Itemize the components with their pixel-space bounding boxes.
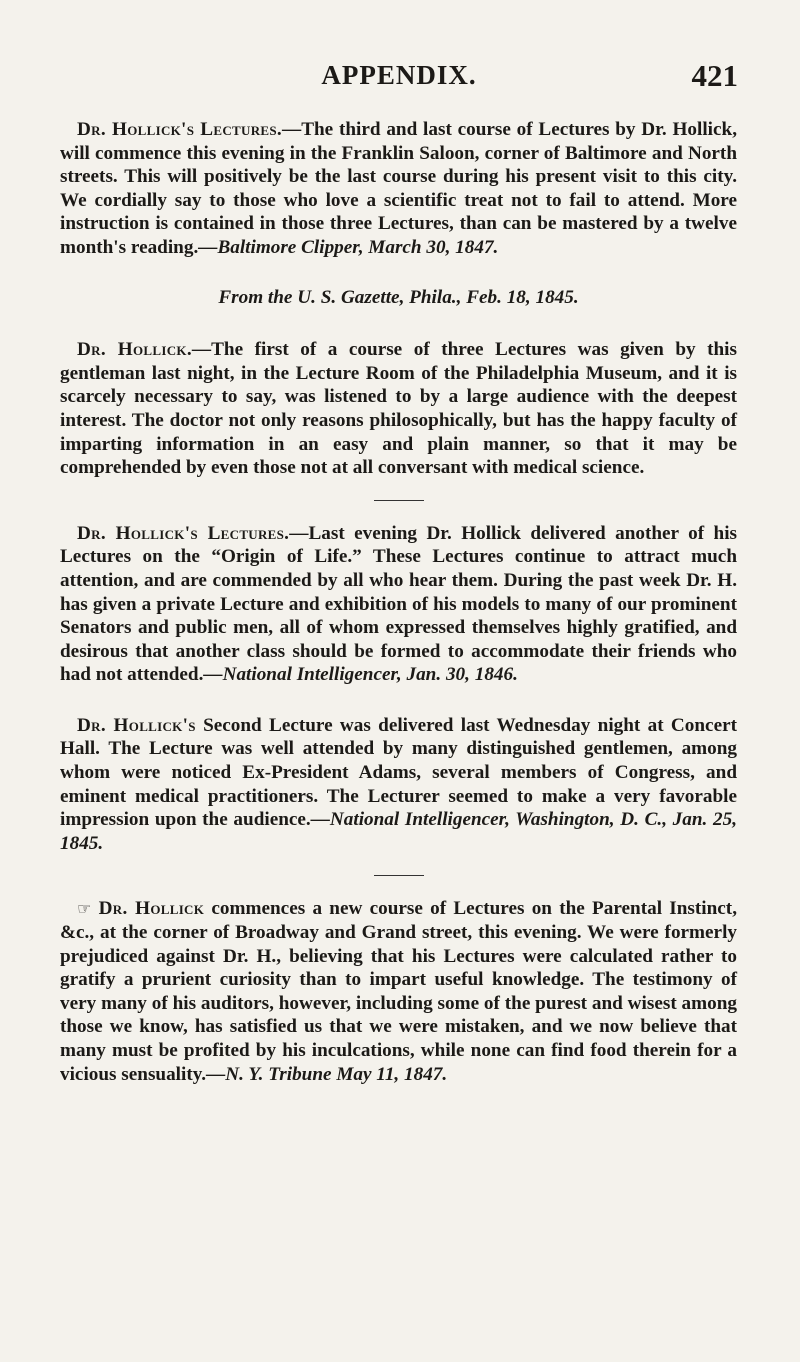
paragraph-gap xyxy=(60,687,737,714)
notice-baltimore-clipper xyxy=(60,118,737,260)
notice-national-intelligencer-1846 xyxy=(60,522,737,687)
notice-us-gazette xyxy=(60,338,737,480)
notice-lead: Dr. Hollick's Lectures. xyxy=(77,522,290,544)
notice-body: commences a new course of Lectures on the Parental Instinct, &c., at the corner of Broadway and Grand street, this evening. We were formerly prejudiced against Dr. H., believing that his Lectures were calculated rather to gratify a prurient curiosity than to impart useful knowledge. The testimony of very many of his auditors, however, including some of the purest and wisest among those we know, has satisfied us that we were mistaken, and we now believe that many must be profited by his inculcations, while none can find food therein for a vicious sensuality. xyxy=(60,898,737,1085)
pointing-hand-icon: ☞ xyxy=(77,899,92,919)
notice-source: —N. Y. Tribune May 11, 1847. xyxy=(206,1063,448,1085)
running-head: APPENDIX. xyxy=(321,60,477,90)
notice-source: —National Intelligencer, Washington, D. C., Jan. 25, 1845. xyxy=(60,809,737,854)
notice-source: —Baltimore Clipper, March 30, 1847. xyxy=(198,236,499,258)
notice-body: —The third and last course of Lectures by Dr. Hollick, will commence this evening in the Franklin Saloon, corner of Baltimore and North streets. This will positively be the last course during his present visit to this city. We cordially say to those who love a scientific treat not to fail to attend. More instruction is contained in those three Lectures, than can be mastered by a twelve month's reading. xyxy=(60,119,737,258)
separator-rule xyxy=(374,500,424,501)
page-number: 421 xyxy=(691,58,738,93)
notice-lead: Dr. Hollick's xyxy=(77,714,196,736)
notice-body: Second Lecture was delivered last Wednesday night at Concert Hall. The Lecture was well attended by many distinguished gentlemen, among whom were noticed Ex-President Adams, several members of Congress, and eminent medical practitioners. The Lecturer seemed to make a very favorable impression upon the audience. xyxy=(60,714,737,831)
notice-lead: Dr. Hollick. xyxy=(77,339,192,361)
notice-national-intelligencer-1845 xyxy=(60,714,737,856)
notice-ny-tribune xyxy=(60,897,737,1086)
page-content xyxy=(60,118,737,1086)
page-header xyxy=(60,58,738,98)
notice-body: —Last evening Dr. Hollick delivered another of his Lectures on the “Origin of Life.” These Lectures continue to attract much attention, and are commended by all who hear them. During the past week Dr. H. has given a private Lecture and exhibition of his models to many of our prominent Senators and public men, all of whom expressed themselves highly gratified, and desirous that another class should be formed to accommodate their friends who had not attended. xyxy=(60,522,737,686)
notice-lead: Dr. Hollick's Lectures. xyxy=(77,119,283,140)
notice-body: —The first of a course of three Lectures was given by this gentleman last night, in the Lecture Room of the Philadelphia Museum, and it is scarcely necessary to say, was listened to by a large audience with the deepest interest. The doctor not only reasons philosophically, but has the happy faculty of imparting information in an easy and plain manner, so that it may be comprehended by even those not at all conversant with medical science. xyxy=(60,339,737,479)
notice-lead: Dr. Hollick xyxy=(98,898,205,920)
separator-rule xyxy=(374,875,424,876)
notice-source: —National Intelligencer, Jan. 30, 1846. xyxy=(203,664,518,686)
section-heading: From the U. S. Gazette, Phila., Feb. 18, 1845. xyxy=(218,286,579,308)
